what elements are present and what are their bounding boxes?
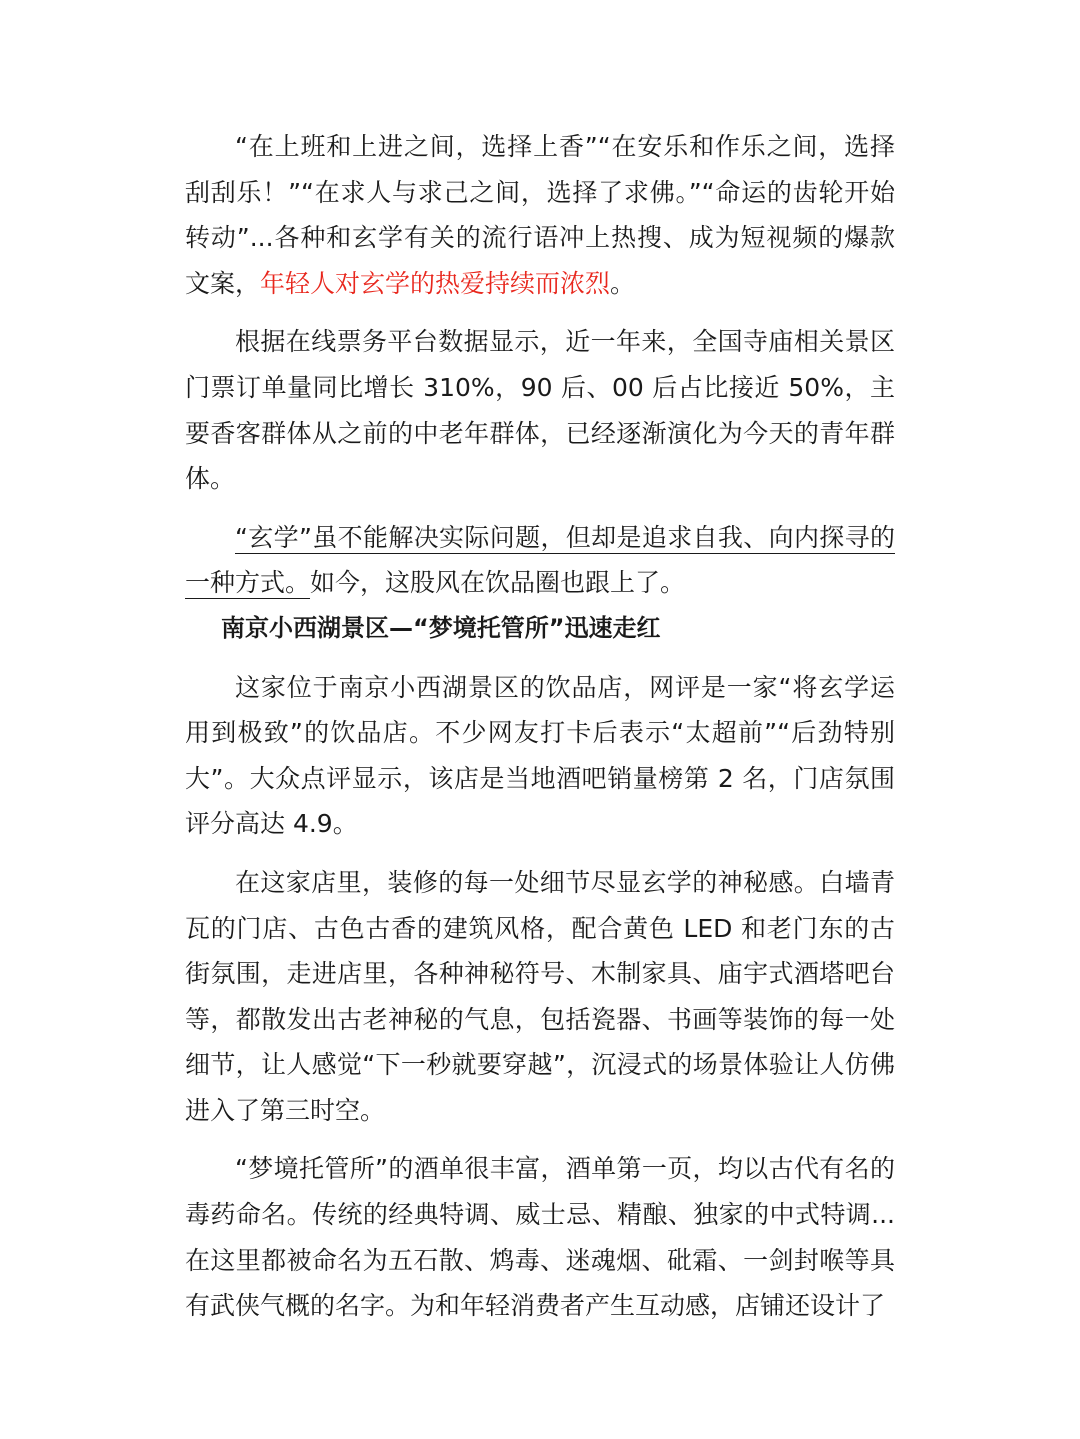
- statement-followup: 如今，这股风在饮品圈也跟上了。: [310, 568, 686, 598]
- section-heading: 南京小西湖景区—“梦境托管所”迅速走红: [221, 613, 661, 642]
- article-body: [185, 124, 895, 1329]
- paragraph-decor: 在这家店里，装修的每一处细节尽显玄学的神秘感。白墙青瓦的门店、古色古香的建筑风格，配合黄色 LED 和老门东的古街氛围，走进店里，各种神秘符号、木制家具、庙宇式酒塔吧台等，都散发出古老神秘的气息，包括瓷器、书画等装饰的每一处细节，让人感觉“下一秒就要穿越”，沉浸式的场景体验让人仿佛进入了第三时空。: [185, 867, 895, 1125]
- underlined-statement: “玄学”虽不能解决实际问题，但却是追求自我、向内探寻的一种方式。: [185, 522, 895, 598]
- paragraph-menu: “梦境托管所”的酒单很丰富，酒单第一页，均以古代有名的毒药命名。传统的经典特调、威士忌、精酿、独家的中式特调...在这里都被命名为五石散、鸩毒、迷魂烟、砒霜、一剑封喉等具有武侠气概的名字。为和年轻消费者产生互动感，店铺还设计了: [185, 1154, 895, 1321]
- intro-end: 。: [610, 268, 636, 298]
- paragraph-intro: [185, 124, 895, 306]
- paragraph-ticket-data: 根据在线票务平台数据显示，近一年来，全国寺庙相关景区门票订单量同比增长 310%，90 后、00 后占比接近 50%，主要香客群体从之前的中老年群体，已经逐渐演化为今天的青年群体。: [185, 327, 895, 494]
- intro-highlight: 年轻人对玄学的热爱持续而浓烈: [260, 268, 611, 298]
- intro-text: “在上班和上进之间，选择上香”“在安乐和作乐之间，选择刮刮乐！”“在求人与求己之间，选择了求佛。”“命运的齿轮开始转动”...各种和玄学有关的流行语冲上热搜、成为短视频的爆款文案，: [185, 132, 895, 298]
- paragraph-store-intro: 这家位于南京小西湖景区的饮品店，网评是一家“将玄学运用到极致”的饮品店。不少网友打卡后表示“太超前”“后劲特别大”。大众点评显示，该店是当地酒吧销量榜第 2 名，门店氛围评分高达 4.9。: [185, 672, 895, 839]
- paragraph-metaphysics: [185, 515, 895, 606]
